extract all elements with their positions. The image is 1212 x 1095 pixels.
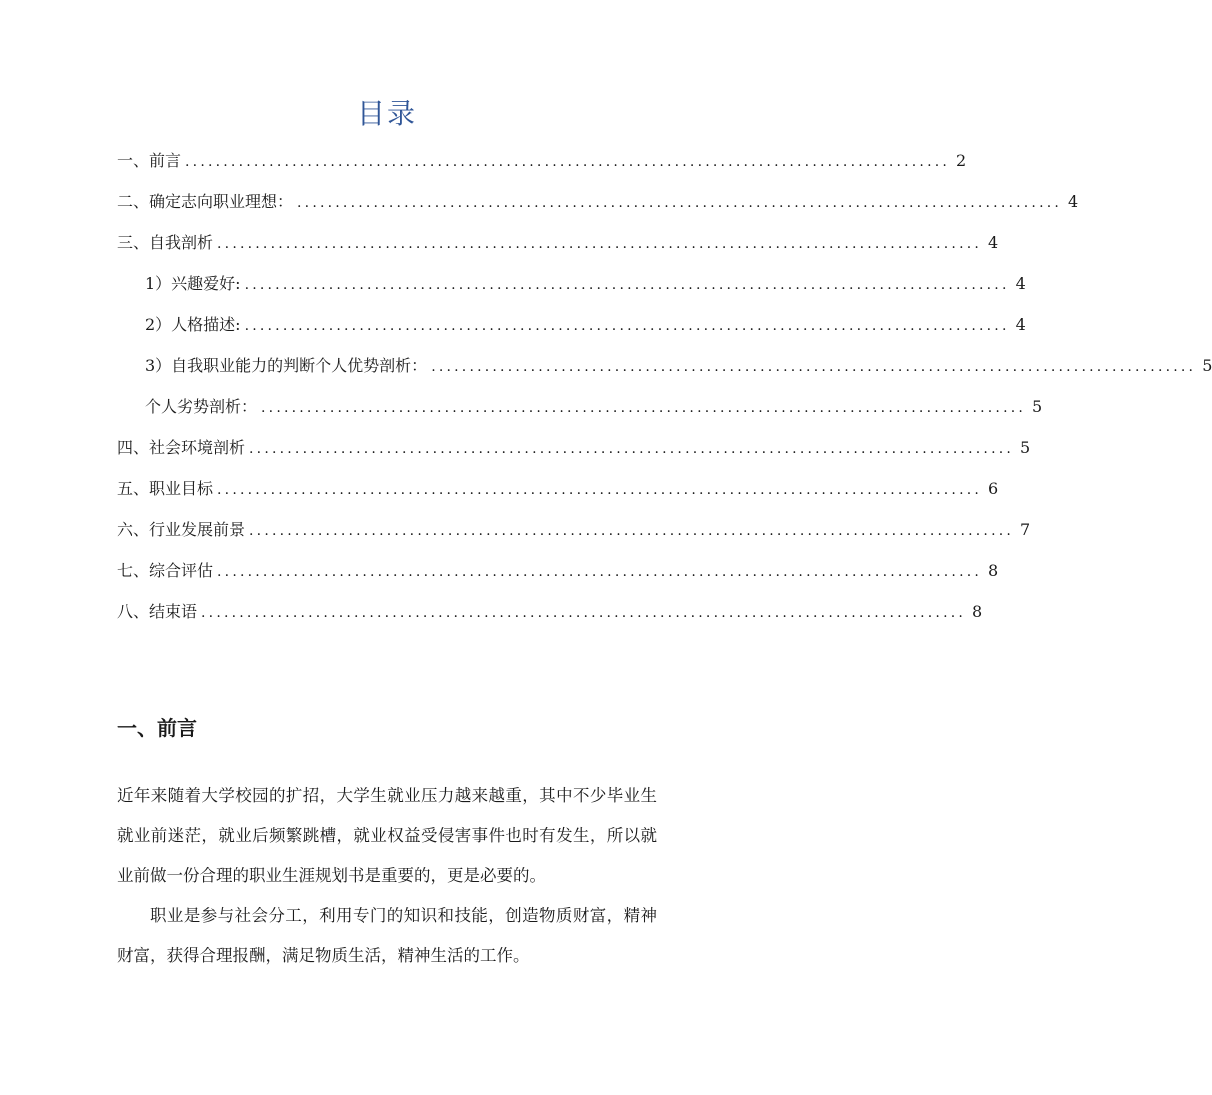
toc-entry-page: 6 [988, 479, 999, 498]
toc-leader-dots: .................................................................................................... [249, 523, 1015, 539]
toc-entry-page: 8 [988, 561, 999, 580]
toc-entry-page: 4 [988, 233, 999, 252]
toc-entry[interactable] [117, 222, 999, 263]
toc-title: 目录 [356, 97, 417, 130]
toc-leader-dots: .................................................................................................... [244, 277, 1010, 293]
toc-entry-label: 1）兴趣爱好: [145, 274, 241, 293]
toc-subentry[interactable] [117, 263, 1026, 304]
toc-entry-page: 5 [1020, 438, 1031, 457]
toc-entry-label: 四、社会环境剖析 [117, 438, 246, 457]
toc-entry[interactable] [117, 509, 1031, 550]
toc-leader-dots: .................................................................................................... [185, 154, 951, 170]
toc-entry[interactable] [117, 468, 999, 509]
toc-entry[interactable] [117, 550, 999, 591]
toc-entry[interactable] [117, 591, 983, 632]
paragraph: 职业是参与社会分工，利用专门的知识和技能，创造物质财富，精神财富，获得合理报酬，满足物质生活，精神生活的工作。 [117, 906, 657, 965]
toc-leader-dots: .................................................................................................... [217, 236, 983, 252]
toc-entry-label: 六、行业发展前景 [117, 520, 246, 539]
toc-entry[interactable] [117, 181, 1079, 222]
toc-leader-dots: .................................................................................................... [217, 482, 983, 498]
toc-subentry[interactable] [117, 345, 1212, 386]
toc-entry-label: 一、前言 [117, 151, 182, 170]
toc-entry-label: 五、职业目标 [117, 479, 214, 498]
toc-entry-label: 三、自我剖析 [117, 233, 214, 252]
toc-entry-page: 7 [1020, 520, 1031, 539]
toc-entry[interactable] [117, 427, 1031, 468]
toc-entry-label: 个人劣势剖析： [145, 397, 258, 416]
toc-entry-label: 2）人格描述: [145, 315, 241, 334]
toc-leader-dots: .................................................................................................... [249, 441, 1015, 457]
toc-entry-label: 3）自我职业能力的判断个人优势剖析： [145, 356, 428, 375]
toc-entry-page: 4 [1015, 315, 1026, 334]
toc-entry[interactable] [117, 140, 967, 181]
section-heading: 一、前言 [117, 716, 197, 740]
paragraph: 近年来随着大学校园的扩招，大学生就业压力越来越重，其中不少毕业生就业前迷茫，就业后频繁跳槽，就业权益受侵害事件也时有发生，所以就业前做一份合理的职业生涯规划书是重要的，更是必要的。 [117, 786, 657, 885]
toc-entry-page: 5 [1202, 356, 1212, 375]
toc-entry-page: 4 [1068, 192, 1079, 211]
toc-entry-label: 二、确定志向职业理想： [117, 192, 294, 211]
toc-entry-page: 2 [956, 151, 967, 170]
toc-leader-dots: .................................................................................................... [244, 318, 1010, 334]
toc-entry-page: 5 [1032, 397, 1043, 416]
toc-entry-page: 8 [972, 602, 983, 621]
toc-entry-page: 4 [1015, 274, 1026, 293]
toc-leader-dots: .................................................................................................... [297, 195, 1063, 211]
section-body [117, 776, 657, 976]
toc-leader-dots: .................................................................................................... [217, 564, 983, 580]
toc-subentry[interactable] [117, 386, 1043, 427]
toc-leader-dots: .................................................................................................... [201, 605, 967, 621]
toc-subentry[interactable] [117, 304, 1026, 345]
table-of-contents [117, 140, 1212, 632]
toc-leader-dots: .................................................................................................... [261, 400, 1027, 416]
toc-entry-label: 八、结束语 [117, 602, 198, 621]
toc-leader-dots: .................................................................................................... [431, 359, 1197, 375]
toc-entry-label: 七、综合评估 [117, 561, 214, 580]
